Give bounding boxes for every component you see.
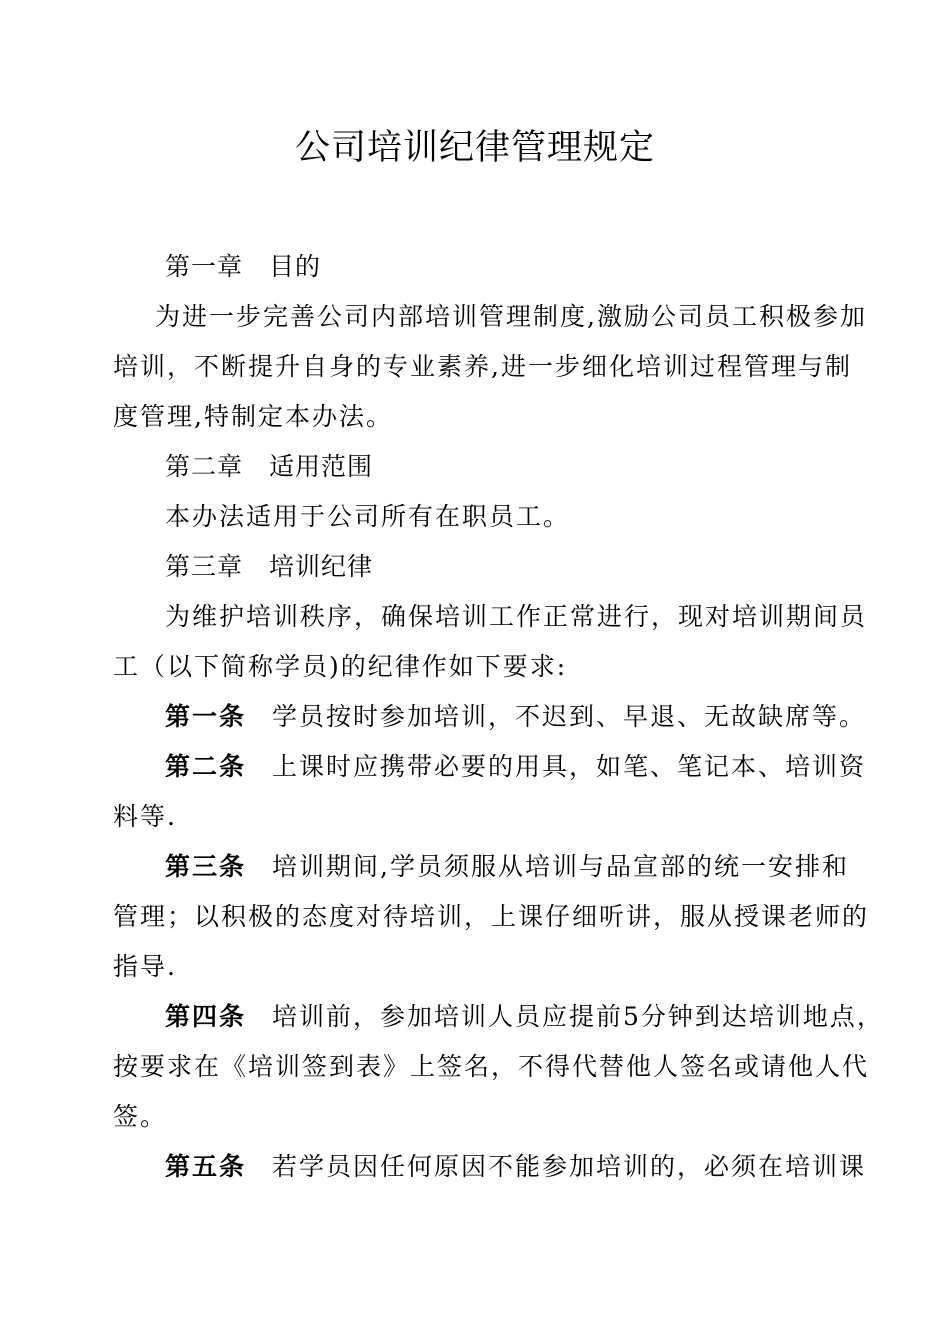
- article-4-text: 培训前，参加培训人员应提前5分钟到达培训地点，: [272, 1002, 884, 1031]
- chapter-1-number: 第一章: [165, 252, 244, 281]
- chapter-1-para-line: 度管理,特制定本办法。: [113, 402, 393, 431]
- article-2: [165, 749, 866, 785]
- article-3-label: 第三条: [165, 852, 247, 881]
- chapter-1-para-line: 为进一步完善公司内部培训管理制度,激励公司员工积极参加: [155, 302, 867, 331]
- article-5-text: 若学员因任何原因不能参加培训的，必须在培训课: [272, 1152, 867, 1181]
- article-4: [165, 999, 884, 1035]
- chapter-3-para-line: 工（以下简称学员)的纪律作如下要求:: [113, 652, 568, 681]
- chapter-2-heading: [165, 449, 373, 485]
- chapter-3-number: 第三章: [165, 552, 244, 581]
- chapter-1-title: 目的: [269, 252, 322, 281]
- article-5: [165, 1149, 866, 1185]
- chapter-3-heading: [165, 549, 373, 585]
- chapter-2-title: 适用范围: [269, 452, 374, 481]
- article-3-text: 培训期间,学员须服从培训与品宣部的统一安排和: [272, 852, 849, 881]
- chapter-1-para-line: 培训，不断提升自身的专业素养,进一步细化培训过程管理与制: [113, 352, 852, 381]
- article-2-label: 第二条: [165, 752, 247, 781]
- chapter-2-para-line: 本办法适用于公司所有在职员工。: [165, 502, 571, 531]
- article-3-continuation: 指导.: [113, 952, 177, 981]
- article-2-continuation: 料等.: [113, 802, 177, 831]
- article-2-text: 上课时应携带必要的用具，如笔、笔记本、培训资: [272, 752, 867, 781]
- article-1-label: 第一条: [165, 702, 247, 731]
- article-5-label: 第五条: [165, 1152, 247, 1181]
- article-1-text: 学员按时参加培训，不迟到、早退、无故缺席等。: [272, 702, 867, 731]
- article-4-continuation: 按要求在《培训签到表》上签名，不得代替他人签名或请他人代: [113, 1052, 870, 1081]
- chapter-3-title: 培训纪律: [269, 552, 374, 581]
- document-title: 公司培训纪律管理规定: [294, 128, 655, 168]
- article-1: [165, 699, 866, 735]
- article-3-continuation: 管理；以积极的态度对待培训，上课仔细听讲，服从授课老师的: [113, 902, 870, 931]
- chapter-2-number: 第二章: [165, 452, 244, 481]
- article-4-continuation: 签。: [113, 1102, 168, 1131]
- chapter-3-para-line: 为维护培训秩序，确保培训工作正常进行，现对培训期间员: [165, 602, 868, 631]
- article-4-label: 第四条: [165, 1002, 247, 1031]
- chapter-1-heading: [165, 249, 321, 285]
- article-3: [165, 849, 849, 885]
